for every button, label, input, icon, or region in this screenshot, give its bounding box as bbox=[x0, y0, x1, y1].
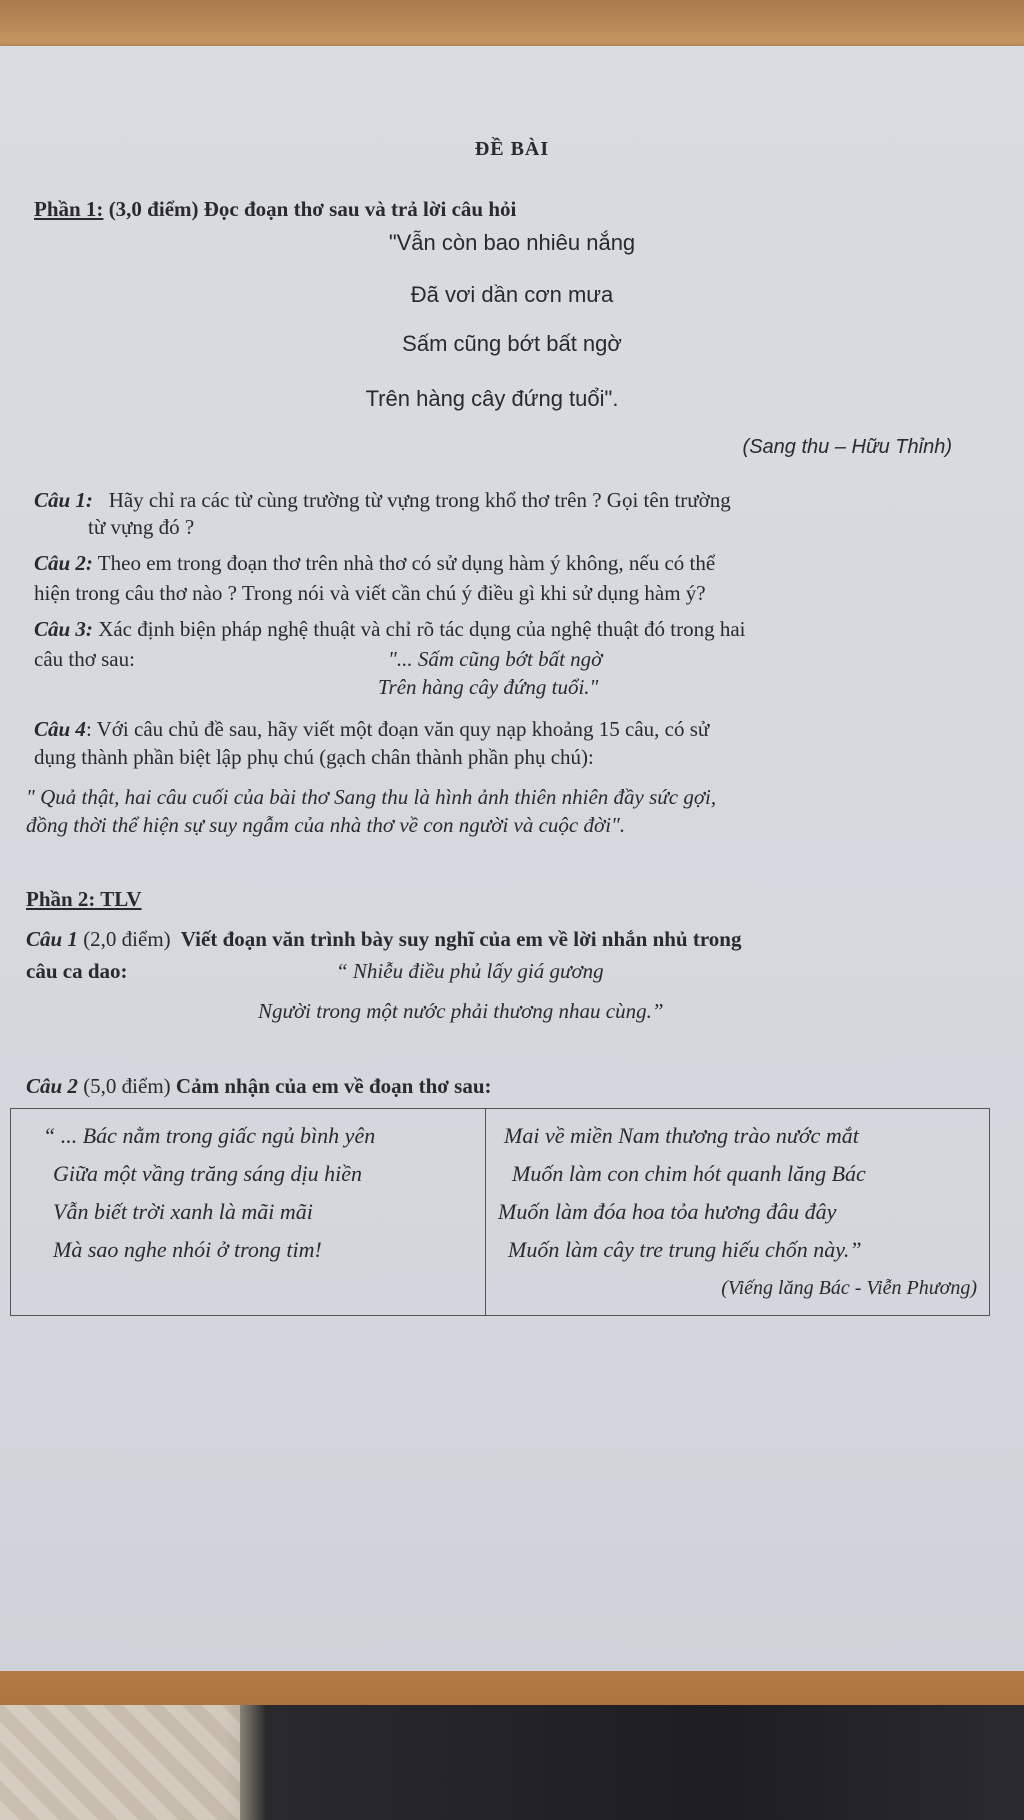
poem-table-right-cell bbox=[486, 1109, 990, 1316]
left-poem-line-3: Vẫn biết trời xanh là mãi mãi bbox=[53, 1199, 313, 1224]
left-poem-line-2: Giữa một vầng trăng sáng dịu hiền bbox=[53, 1161, 362, 1186]
part2-question-1-line-2: câu ca dao: bbox=[26, 959, 128, 983]
poem-line-4: Trên hàng cây đứng tuổi". bbox=[365, 386, 619, 411]
poem-table bbox=[10, 1108, 990, 1316]
part2-question-1-text: Viết đoạn văn trình bày suy nghĩ của em về lời nhắn nhủ trong bbox=[170, 927, 742, 951]
poem-line-3: Sấm cũng bớt bất ngờ bbox=[402, 331, 622, 356]
part1-heading-label: Phần 1: bbox=[34, 197, 104, 221]
poem-source: (Sang thu – Hữu Thỉnh) bbox=[742, 436, 952, 458]
question-3-text: Xác định biện pháp nghệ thuật và chỉ rõ tác dụng của nghệ thuật đó trong hai bbox=[92, 617, 746, 641]
question-2-text: Theo em trong đoạn thơ trên nhà thơ có sử dụng hàm ý không, nếu có thể bbox=[92, 551, 716, 575]
part1-heading bbox=[34, 196, 516, 222]
question-1-text: Hãy chỉ ra các từ cùng trường từ vựng trong khổ thơ trên ? Gọi tên trường bbox=[92, 488, 731, 512]
part2-question-1-quote-1: “ Nhiễu điều phủ lấy giá gương bbox=[336, 959, 604, 983]
question-2-label: Câu 2: bbox=[34, 551, 93, 575]
poem-line-1: "Vẫn còn bao nhiêu nắng bbox=[388, 230, 636, 255]
question-3-line-1 bbox=[34, 616, 746, 642]
part2-question-2-text: Cảm nhận của em về đoạn thơ sau: bbox=[170, 1074, 492, 1098]
question-1-line-1 bbox=[34, 487, 731, 513]
right-poem-line-1: Mai về miền Nam thương trào nước mắt bbox=[504, 1123, 859, 1148]
question-2-line-2: hiện trong câu thơ nào ? Trong nói và viết cần chú ý điều gì khi sử dụng hàm ý? bbox=[34, 581, 706, 605]
page-title: ĐỀ BÀI bbox=[474, 138, 550, 160]
part2-question-1-score: (2,0 điểm) bbox=[77, 927, 171, 951]
question-3-line-2: câu thơ sau: bbox=[34, 647, 135, 671]
part2-heading: Phần 2: TLV bbox=[26, 887, 142, 911]
question-3-quote-1: "... Sấm cũng bớt bất ngờ bbox=[388, 647, 603, 671]
part2-question-2-score: (5,0 điểm) bbox=[77, 1074, 171, 1098]
question-4-label: Câu 4 bbox=[34, 717, 86, 741]
part2-question-2-label: Câu 2 bbox=[26, 1074, 78, 1098]
left-poem-line-4: Mà sao nghe nhói ở trong tim! bbox=[53, 1237, 322, 1262]
poem-table-left-cell bbox=[11, 1109, 486, 1316]
part2-question-1-line-1 bbox=[26, 926, 741, 952]
question-1-line-2: từ vựng đó ? bbox=[88, 515, 195, 539]
floor-tile-pattern bbox=[0, 1705, 240, 1820]
part2-question-2-line bbox=[26, 1073, 492, 1099]
question-4-quote-2: đồng thời thể hiện sự suy ngẫm của nhà thơ về con người và cuộc đời". bbox=[26, 813, 626, 837]
poem-table-row bbox=[11, 1109, 990, 1316]
question-2-line-1 bbox=[34, 550, 715, 576]
question-3-label: Câu 3: bbox=[34, 617, 93, 641]
question-4-line-1 bbox=[34, 716, 709, 742]
right-poem-line-4: Muốn làm cây tre trung hiếu chốn này.” bbox=[508, 1237, 862, 1262]
right-poem-line-2: Muốn làm con chim hót quanh lăng Bác bbox=[512, 1161, 866, 1186]
question-3-quote-2: Trên hàng cây đứng tuổi." bbox=[378, 675, 599, 699]
question-1-label: Câu 1: bbox=[34, 488, 93, 512]
poem-line-2: Đã vơi dần cơn mưa bbox=[410, 282, 614, 307]
part1-heading-rest: (3,0 điểm) Đọc đoạn thơ sau và trả lời câu hỏi bbox=[103, 197, 517, 221]
part2-question-1-quote-2: Người trong một nước phải thương nhau cùng.” bbox=[258, 999, 664, 1023]
left-poem-line-1: “ ... Bác nằm trong giấc ngủ bình yên bbox=[43, 1123, 376, 1148]
question-4-quote-1: " Quả thật, hai câu cuối của bài thơ Sang thu là hình ảnh thiên nhiên đầy sức gợi, bbox=[26, 785, 717, 809]
right-poem-line-3: Muốn làm đóa hoa tỏa hương đâu đây bbox=[498, 1199, 837, 1224]
right-poem-source: (Viếng lăng Bác - Viễn Phương) bbox=[721, 1277, 977, 1299]
question-4-text: : Với câu chủ đề sau, hãy viết một đoạn văn quy nạp khoảng 15 câu, có sử bbox=[85, 717, 710, 741]
part2-question-1-label: Câu 1 bbox=[26, 927, 78, 951]
question-4-line-2: dụng thành phần biệt lập phụ chú (gạch chân thành phần phụ chú): bbox=[34, 745, 594, 769]
